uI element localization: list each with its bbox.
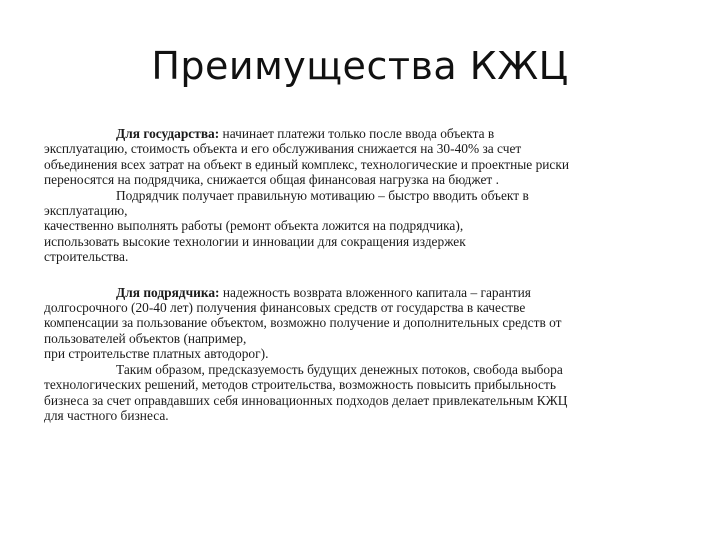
state-para2-line: использовать высокие технологии и инновации для сокращения издержек [44, 233, 466, 249]
contractor-heading: Для подрядчика: [116, 284, 220, 300]
state-para2-first-line: Подрядчик получает правильную мотивацию – быстро вводить объект в [116, 187, 529, 203]
contractor-para2-line: бизнеса за счет оправдавших себя инновационных подходов делает привлекательным КЖЦ [44, 392, 568, 408]
state-first-line-text: начинает платежи только после ввода объекта в [219, 126, 495, 141]
state-first-line [44, 126, 684, 141]
state-heading: Для государства: [116, 126, 220, 141]
state-para2-line: эксплуатацию, [44, 203, 128, 219]
contractor-line: компенсации за пользование объектом, возможно получение и дополнительных средств от [44, 315, 562, 331]
contractor-para2-line: для частного бизнеса. [44, 407, 169, 423]
state-line: переносятся на подрядчика, снижается общая финансовая нагрузка на бюджет . [44, 172, 499, 188]
contractor-line: долгосрочного (20-40 лет) получения финансовых средств от государства в качестве [44, 300, 526, 316]
state-line: объединения всех затрат на объект в единый комплекс, технологические и проектные риски [44, 156, 570, 172]
contractor-first-line-text: надежность возврата вложенного капитала – гарантия [219, 284, 531, 300]
state-para2-line: качественно выполнять работы (ремонт объекта ложится на подрядчика), [44, 218, 464, 234]
state-line: эксплуатацию, стоимость объекта и его обслуживания снижается на 30-40% за счет [44, 141, 522, 157]
state-para2-line: строительства. [44, 249, 129, 265]
slide-body [44, 126, 684, 423]
contractor-para2-line: технологических решений, методов строительства, возможность повысить прибыльность [44, 377, 556, 393]
contractor-line: при строительстве платных автодорог). [44, 346, 269, 362]
contractor-para2-first-line: Таким образом, предсказуемость будущих денежных потоков, свобода выбора [116, 361, 563, 377]
section-spacer [44, 265, 684, 285]
contractor-first-line [44, 285, 684, 300]
slide-title: Преимущества КЖЦ [151, 44, 569, 88]
contractor-line: пользователей объектов (например, [44, 330, 247, 346]
